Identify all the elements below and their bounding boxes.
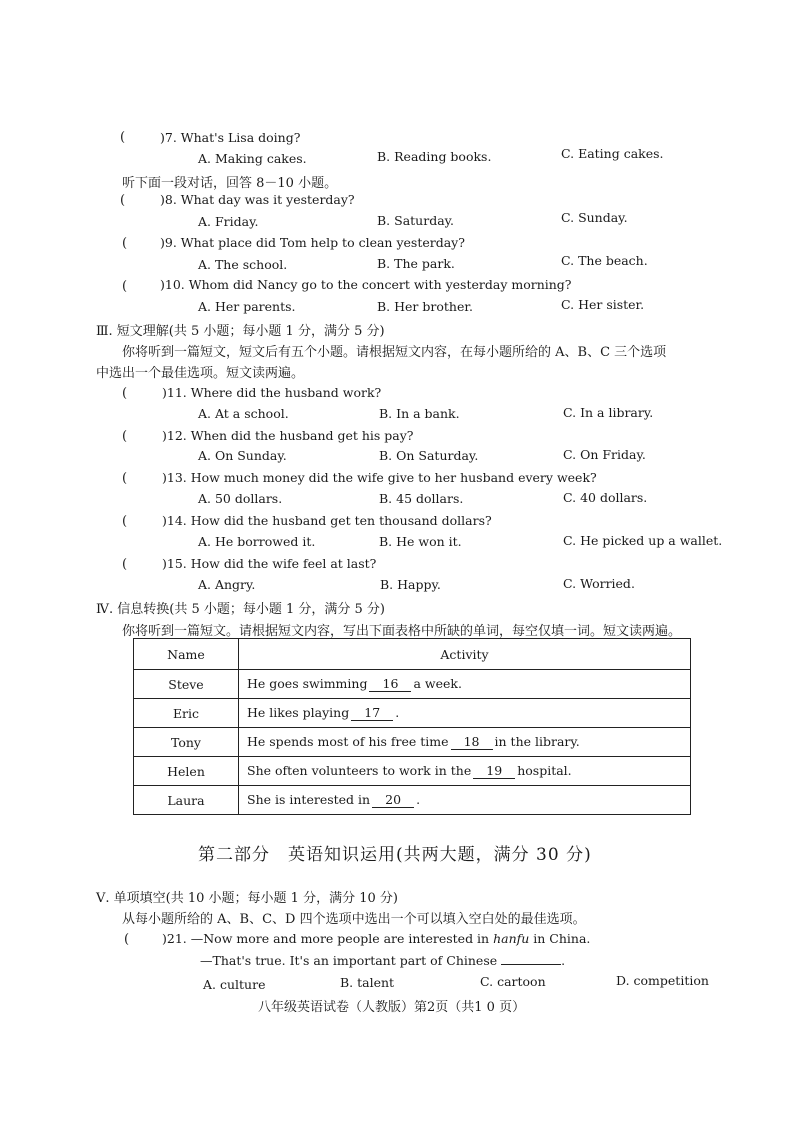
activity-text: . — [416, 792, 421, 807]
option-a[interactable]: A. culture — [203, 977, 266, 992]
option-b[interactable]: B. 45 dollars. — [379, 491, 464, 506]
activity-text: hospital. — [517, 763, 572, 778]
answer-paren[interactable]: ( — [122, 279, 128, 294]
answer-paren[interactable]: ( — [122, 514, 128, 529]
table-row — [134, 757, 691, 786]
option-b[interactable]: B. Saturday. — [377, 213, 455, 228]
answer-paren[interactable]: ( — [124, 932, 130, 947]
answer-paren[interactable]: ( — [120, 130, 126, 145]
activity-text: He spends most of his free time — [247, 734, 449, 749]
cell-name: Steve — [134, 670, 239, 699]
option-c[interactable]: C. Worried. — [563, 576, 635, 591]
question-text: )11. Where did the husband work? — [162, 385, 382, 400]
section-4-instruction: 你将听到一篇短文。请根据短文内容，写出下面表格中所缺的单词，每空仅填一词。短文读两遍。 — [122, 624, 682, 639]
option-c[interactable]: C. Eating cakes. — [561, 146, 664, 161]
option-b[interactable]: B. On Saturday. — [379, 448, 479, 463]
section-5-instruction: 从每小题所给的 A、B、C、D 四个选项中选出一个可以填入空白处的最佳选项。 — [122, 912, 586, 927]
activity-text: in the library. — [494, 734, 580, 749]
option-c[interactable]: C. The beach. — [561, 253, 648, 268]
option-c[interactable]: C. He picked up a wallet. — [563, 533, 723, 548]
cell-activity — [239, 699, 691, 728]
question-line-2 — [200, 953, 565, 968]
question-text: )14. How did the husband get ten thousand dollars? — [162, 513, 492, 528]
question-text: )9. What place did Tom help to clean yesterday? — [160, 235, 465, 250]
header-name: Name — [134, 639, 239, 670]
activity-text: He likes playing — [247, 705, 350, 720]
question-line-1 — [162, 931, 590, 946]
answer-paren[interactable]: ( — [122, 429, 128, 444]
answer-blank-19[interactable]: 19 — [473, 763, 515, 779]
option-b[interactable]: B. Her brother. — [377, 299, 473, 314]
cell-activity — [239, 728, 691, 757]
option-b[interactable]: B. He won it. — [379, 534, 462, 549]
cell-activity — [239, 670, 691, 699]
fill-blank[interactable] — [501, 954, 561, 965]
option-a[interactable]: A. On Sunday. — [198, 448, 287, 463]
option-c[interactable]: C. In a library. — [563, 405, 654, 420]
answer-paren[interactable]: ( — [122, 236, 128, 251]
option-a[interactable]: A. Friday. — [198, 214, 259, 229]
option-a[interactable]: A. He borrowed it. — [198, 534, 316, 549]
question-text: in China. — [529, 931, 591, 946]
cell-name: Eric — [134, 699, 239, 728]
option-c[interactable]: C. cartoon — [480, 974, 546, 989]
answer-paren[interactable]: ( — [120, 193, 126, 208]
section-3-heading: Ⅲ. 短文理解(共 5 小题；每小题 1 分，满分 5 分) — [96, 324, 385, 339]
question-text: )10. Whom did Nancy go to the concert with yesterday morning? — [160, 277, 572, 292]
section-3-instruction-2: 中选出一个最佳选项。短文读两遍。 — [96, 366, 305, 381]
option-b[interactable]: B. The park. — [377, 256, 455, 271]
section-5-heading: Ⅴ. 单项填空(共 10 小题；每小题 1 分，满分 10 分) — [96, 891, 398, 906]
option-a[interactable]: A. Making cakes. — [198, 151, 307, 166]
option-d[interactable]: D. competition — [616, 973, 709, 988]
answer-blank-16[interactable]: 16 — [369, 676, 411, 692]
page-footer: 八年级英语试卷（人教版）第2页（共1 0 页） — [258, 1000, 526, 1015]
answer-paren[interactable]: ( — [122, 386, 128, 401]
question-italic-word: hanfu — [493, 931, 530, 946]
question-text: )8. What day was it yesterday? — [160, 192, 355, 207]
table-row — [134, 786, 691, 815]
info-table — [133, 638, 691, 815]
answer-blank-17[interactable]: 17 — [351, 705, 393, 721]
question-text: )13. How much money did the wife give to her husband every week? — [162, 470, 597, 485]
option-c[interactable]: C. 40 dollars. — [563, 490, 648, 505]
part-2-title: 第二部分 英语知识运用(共两大题，满分 30 分) — [198, 845, 592, 865]
table-row — [134, 728, 691, 757]
activity-text: . — [395, 705, 400, 720]
option-b[interactable]: B. talent — [340, 975, 395, 990]
cell-name: Laura — [134, 786, 239, 815]
table-row — [134, 670, 691, 699]
option-b[interactable]: B. Happy. — [380, 577, 441, 592]
answer-blank-18[interactable]: 18 — [451, 734, 493, 750]
question-text: )7. What's Lisa doing? — [160, 130, 301, 145]
option-b[interactable]: B. Reading books. — [377, 149, 492, 164]
option-c[interactable]: C. Sunday. — [561, 210, 628, 225]
question-text: . — [561, 953, 566, 968]
table-header-row — [134, 639, 691, 670]
option-b[interactable]: B. In a bank. — [379, 406, 460, 421]
activity-text: She often volunteers to work in the — [247, 763, 472, 778]
section-3-instruction-1: 你将听到一篇短文，短文后有五个小题。请根据短文内容，在每小题所给的 A、B、C 三个选项 — [122, 345, 667, 360]
activity-text: He goes swimming — [247, 676, 368, 691]
header-activity: Activity — [239, 639, 691, 670]
option-a[interactable]: A. 50 dollars. — [198, 491, 283, 506]
cell-activity — [239, 757, 691, 786]
activity-text: She is interested in — [247, 792, 371, 807]
activity-text: a week. — [413, 676, 462, 691]
answer-paren[interactable]: ( — [122, 471, 128, 486]
cell-name: Helen — [134, 757, 239, 786]
answer-blank-20[interactable]: 20 — [372, 792, 414, 808]
cell-activity — [239, 786, 691, 815]
answer-paren[interactable]: ( — [122, 557, 128, 572]
section-4-heading: Ⅳ. 信息转换(共 5 小题；每小题 1 分，满分 5 分) — [96, 602, 386, 617]
cell-name: Tony — [134, 728, 239, 757]
table-row — [134, 699, 691, 728]
question-text: —That's true. It's an important part of Chinese — [200, 953, 498, 968]
question-text: )15. How did the wife feel at last? — [162, 556, 377, 571]
option-a[interactable]: A. At a school. — [198, 406, 289, 421]
option-c[interactable]: C. On Friday. — [563, 447, 646, 462]
option-c[interactable]: C. Her sister. — [561, 297, 645, 312]
option-a[interactable]: A. Angry. — [198, 577, 256, 592]
question-text: )12. When did the husband get his pay? — [162, 428, 414, 443]
option-a[interactable]: A. The school. — [198, 257, 288, 272]
question-text: )21. —Now more and more people are interested in — [162, 931, 494, 946]
dialog-instruction: 听下面一段对话，回答 8－10 小题。 — [122, 176, 338, 191]
option-a[interactable]: A. Her parents. — [198, 299, 296, 314]
